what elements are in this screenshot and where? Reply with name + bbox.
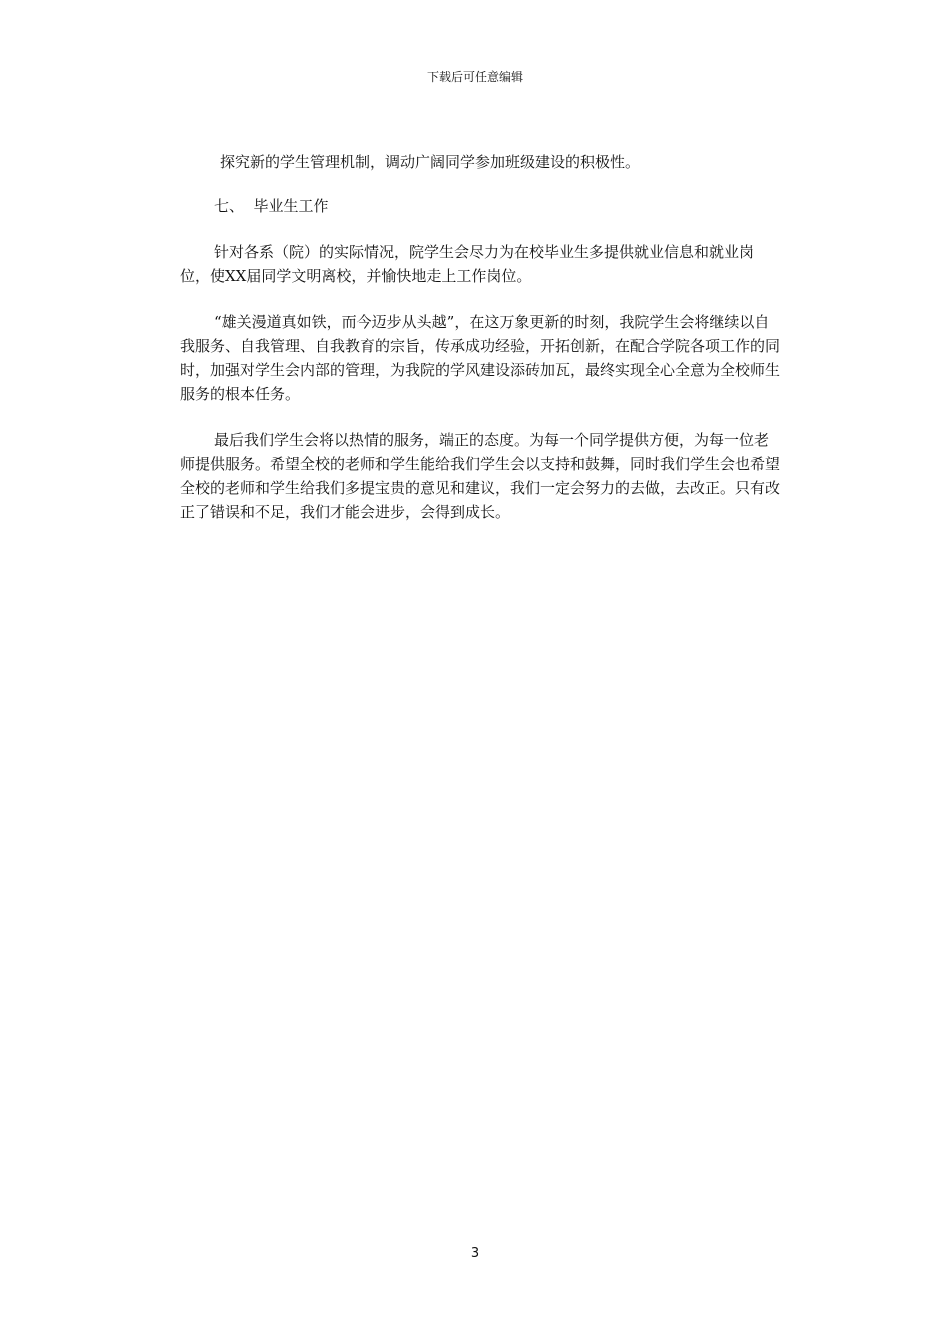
paragraph-closing: 最后我们学生会将以热情的服务，端正的态度。为每一个同学提供方便，为每一位老师提供服务。希望全校的老师和学生能给我们学生会以支持和鼓舞，同时我们学生会也希望全校的老师和学生给我们多提宝贵的意见和建议，我们一定会努力的去做，去改正。只有改正了错误和不足，我们才能会进步，会得到成长。: [180, 431, 781, 521]
paragraph-student-management: 探究新的学生管理机制，调动广阔同学参加班级建设的积极性。: [220, 153, 641, 171]
section-heading-graduates: 七、 毕业生工作: [214, 197, 329, 215]
paragraph-graduate-work: 针对各系（院）的实际情况，院学生会尽力为在校毕业生多提供就业信息和就业岗位，使XX届同学文明离校，并愉快地走上工作岗位。: [180, 243, 755, 285]
header-note: 下载后可任意编辑: [426, 70, 523, 84]
page-number: 3: [470, 1246, 480, 1261]
document-body: [180, 150, 780, 524]
paragraph-future-outlook: “雄关漫道真如铁，而今迈步从头越”，在这万象更新的时刻，我院学生会将继续以自我服务、自我管理、自我教育的宗旨，传承成功经验，开拓创新，在配合学院各项工作的同时，加强对学生会内部的管理，为我院的学风建设添砖加瓦，最终实现全心全意为全校师生服务的根本任务。: [180, 313, 781, 403]
